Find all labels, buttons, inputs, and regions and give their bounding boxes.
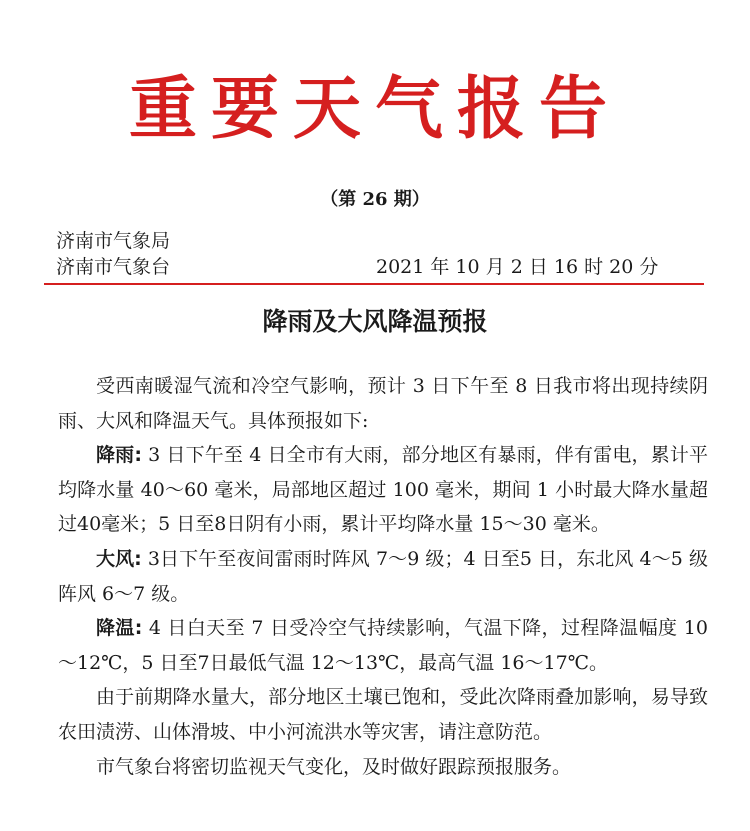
wind-label: 大风:: [96, 547, 142, 570]
cooling-paragraph: [58, 611, 708, 680]
issuer-bureau: 济南市气象局: [56, 230, 171, 252]
warning-paragraph: 由于前期降水量大，部分地区土壤已饱和，受此次降雨叠加影响，易导致农田渍涝、山体滑坡、中小河流洪水等灾害，请注意防范。: [58, 686, 708, 743]
document-title: 降雨及大风降温预报: [262, 307, 488, 336]
issuer-block: [56, 228, 170, 280]
wind-text: 3日下午至夜间雷雨时阵风 7～9 级；4 日至5 日，东北风 4～5 级阵风 6～7 级。: [58, 547, 708, 605]
red-divider: [44, 283, 704, 285]
cooling-text: 4 日白天至 7 日受冷空气持续影响，气温下降，过程降温幅度 10～12℃，5 日至7日最低气温 12～13℃，最高气温 16～17℃。: [58, 617, 708, 674]
rain-label: 降雨:: [96, 444, 142, 467]
wind-paragraph: [58, 542, 708, 611]
report-masthead: 重要天气报告: [128, 70, 621, 149]
issuer-observatory: 济南市气象台: [56, 256, 171, 278]
cooling-label: 降温:: [96, 617, 143, 640]
report-body: [58, 369, 708, 784]
rain-text: 3 日下午至 4 日全市有大雨，部分地区有暴雨，伴有雷电，累计平均降水量 40～60 毫米，局部地区超过 100 毫米，期间 1 小时最大降水量超过40毫米；5 日至8日阴有小雨，累计平均降水量 15～30 毫米。: [58, 444, 708, 536]
closing-paragraph: 市气象台将密切监视天气变化，及时做好跟踪预报服务。: [96, 755, 572, 778]
rain-paragraph: [58, 438, 708, 542]
intro-paragraph: 受西南暖湿气流和冷空气影响，预计 3 日下午至 8 日我市将出现持续阴雨、大风和降温天气。具体预报如下:: [58, 375, 708, 432]
issue-number: （第 26 期）: [320, 189, 430, 210]
issue-datetime: 2021 年 10 月 2 日 16 时 20 分: [376, 256, 659, 278]
